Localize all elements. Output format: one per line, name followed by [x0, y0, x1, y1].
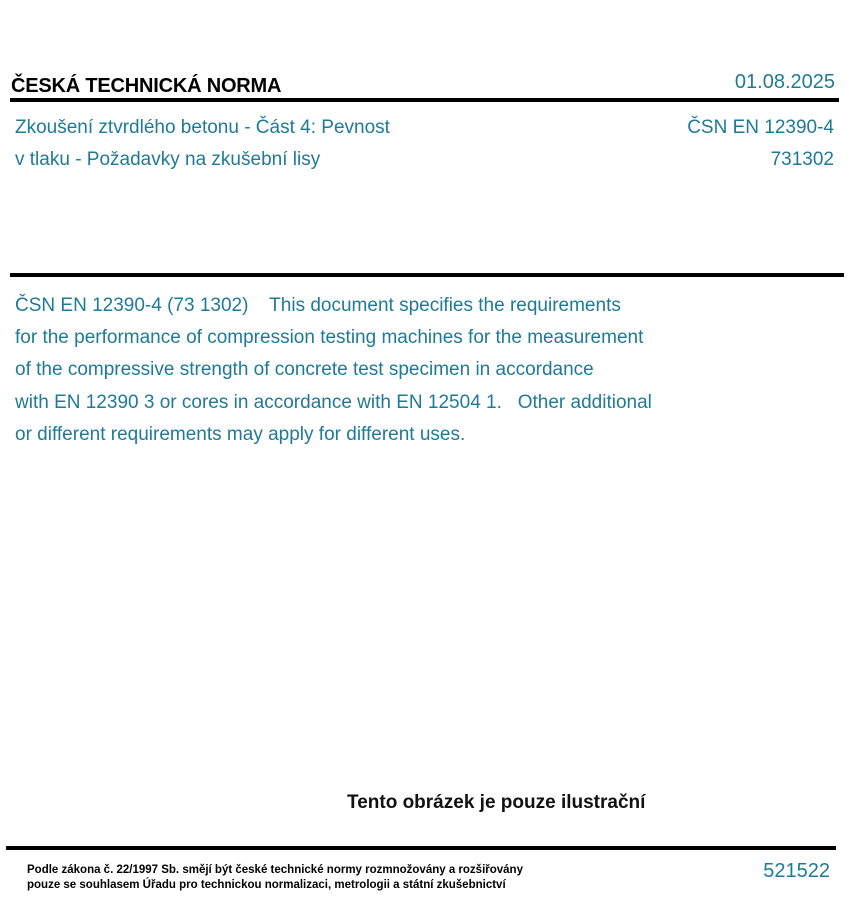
standard-title-line-2: v tlaku - Požadavky na zkušební lisy [15, 149, 321, 170]
catalog-number: 521522 [763, 860, 830, 882]
legal-line: Podle zákona č. 22/1997 Sb. smějí být české technické normy rozmnožovány a rozšiřovány [27, 864, 523, 876]
abstract-line: of the compressive strength of concrete test specimen in accordance [15, 359, 594, 381]
section-divider [10, 273, 844, 277]
class-number: 731302 [770, 149, 834, 170]
standard-designation: ČSN EN 12390-4 [687, 117, 834, 138]
legal-line: pouze se souhlasem Úřadu pro technickou normalizaci, metrologii a státní zkušebnictví [27, 879, 506, 891]
abstract-line: ČSN EN 12390-4 (73 1302) This document specifies the requirements [15, 295, 621, 316]
standard-title-line-1: Zkoušení ztvrdlého betonu - Část 4: Pevnost [15, 117, 390, 138]
legal-notice [27, 863, 523, 893]
header-divider [10, 98, 839, 102]
abstract-line: for the performance of compression testing machines for the measurement [15, 327, 644, 349]
abstract [15, 290, 652, 451]
abstract-line: or different requirements may apply for different uses. [15, 423, 466, 445]
page-title: ČESKÁ TECHNICKÁ NORMA [11, 75, 282, 97]
footer-divider [6, 846, 836, 850]
publication-date: 01.08.2025 [734, 71, 835, 93]
illustration-notice: Tento obrázek je pouze ilustrační [347, 792, 646, 813]
abstract-line: with EN 12390 3 or cores in accordance with EN 12504 1. Other additional [15, 391, 652, 413]
